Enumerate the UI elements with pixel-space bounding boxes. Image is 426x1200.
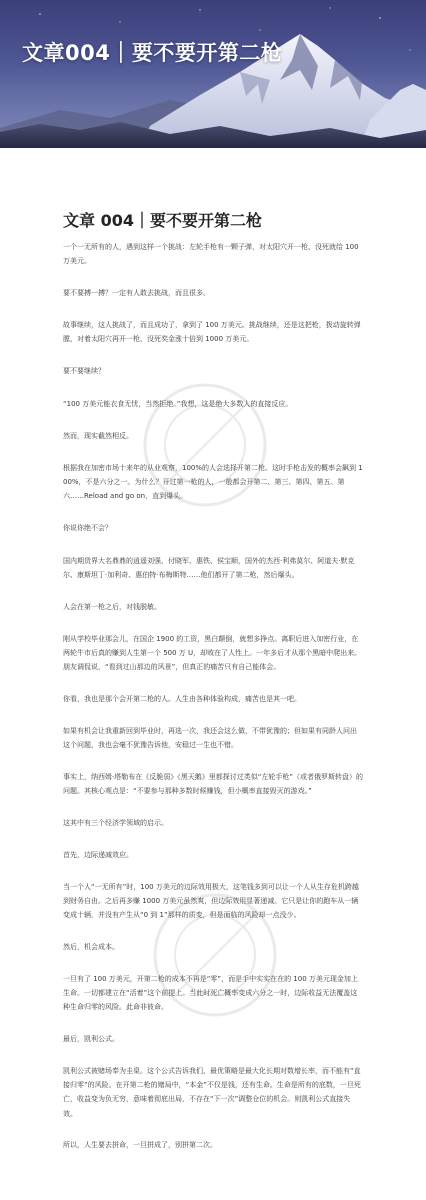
article-title: 文章 004｜要不要开第二枪	[63, 211, 262, 230]
mountain-illustration	[0, 0, 426, 148]
paragraph: 故事继续，这人挑战了，而且成功了，拿到了 100 万美元。挑战继续，还是这把枪，拨动旋转弹膛，对着太阳穴再开一枪，没死奖金涨十倍到 1000 万美元。	[63, 321, 361, 344]
paragraph: 刚从学校毕业那会儿，在国企 1900 的工资，黑白颠倒，就想多挣点。离职后进入加密行业，在两轮牛市后真的赚到人生第一个 500 万 U，却败在了人性上。一年多后才从那个黑暗中爬出来。朋友调侃说，“看到过山那边的风景”，但真正的痛苦只有自己能体会。	[63, 635, 362, 672]
paragraph: 凯利公式被赌场奉为圭臬。这个公式告诉我们，最优策略是最大化长期对数增长率，而不能有“直接归零”的风险。在开第二枪的赌局中，“本金”不仅是钱，还有生命。生命是所有的底数，一旦死亡，收益变为负无穷，意味着彻底出局，不存在“下一次”调整仓位的机会。则凯利公式直接失效。	[63, 1067, 361, 1118]
paragraph: 要不要搏一搏？一定有人敢去挑战，而且很多。	[63, 289, 210, 297]
paragraph: 首先，边际递减效应。	[63, 851, 133, 859]
paragraph: 事实上，纳西姆·塔勒布在《反脆弱》《黑天鹅》里都探讨过类似“左轮手枪”（或者俄罗斯转盘）的问题。其核心观点是：“不要参与那种多数时候赚钱，但小概率直接毁灭的游戏。”	[63, 773, 363, 796]
paragraph: 然而，现实截然相反。	[63, 432, 133, 440]
paragraph: 国内期货界大名鼎鼎的逍遥刘强、付晓军、惠铁、侯宝顺，国外的杰西·利弗莫尔、阿道夫·默克尔、康斯坦丁·加利奇、惠伯特·布梅斯特……他们都开了第二枪，然后爆头。	[63, 557, 355, 580]
paragraph: 所以，人生要去拼命，一旦拼成了，别拼第二次。	[63, 1141, 217, 1149]
paragraph: 然后，机会成本。	[63, 943, 119, 951]
paragraph: 一旦有了 100 万美元，开第二枪的成本不再是“零”，而是手中实实在在的 100 万美元现金加上生命。一切都建立在“活着”这个前提上。当此时死亡概率变成六分之一时，边际收益无法覆盖这种生命归零的风险。此命非彼命。	[63, 975, 358, 1012]
paragraph: 人会在第一枪之后，对钱脱敏。	[63, 603, 161, 611]
paragraph: 要不要继续？	[63, 367, 105, 375]
hero-title: 文章004｜要不要开第二枪	[22, 41, 283, 65]
paragraph: 你看，我也是那个会开第二枪的人。人生由各种体验构成，痛苦也是其一吧。	[63, 695, 301, 703]
paragraph: 这其中有三个经济学领域的启示。	[63, 819, 168, 827]
paragraph: 当一个人“一无所有”时，100 万美元的边际效用极大，这笔钱多到可以让一个人从生存危机跨越到财务自由。之后再多赚 1000 万美元虽然爽，但边际效用显著递减。它只是让你的跑车从一辆变成十辆，并没有产生从“0 到 1”那样的质变，但是面临的风险却一点没少。	[63, 883, 359, 920]
paragraph: 最后，凯利公式。	[63, 1035, 119, 1043]
paragraph: 你说你绝不会？	[63, 524, 112, 532]
paragraph: “100 万美元能衣食无忧，当然拒绝。”我想，这是绝大多数人的直接反应。	[63, 400, 293, 408]
hero-banner	[0, 0, 426, 148]
paragraph: 根据我在加密市场十来年的从业观察，100%的人会选择开第二枪。这时手枪击发的概率会飙到 100%，不是六分之一。为什么？开过第一枪的人，一般都会开第二、第三、第四、第五、第六……Reload and go on，直到爆头。	[63, 464, 363, 501]
paragraph: 如果有机会让我重新回到毕业时，再选一次，我还会这么做，不带犹豫的；但如果有同龄人问出这个问题，我也会毫不犹豫告诉他，安稳过一生也不错。	[63, 727, 357, 750]
paragraph: 一个一无所有的人，遇到这样一个挑战：左轮手枪有一颗子弹，对太阳穴开一枪，没死就给 100 万美元。	[63, 243, 359, 266]
